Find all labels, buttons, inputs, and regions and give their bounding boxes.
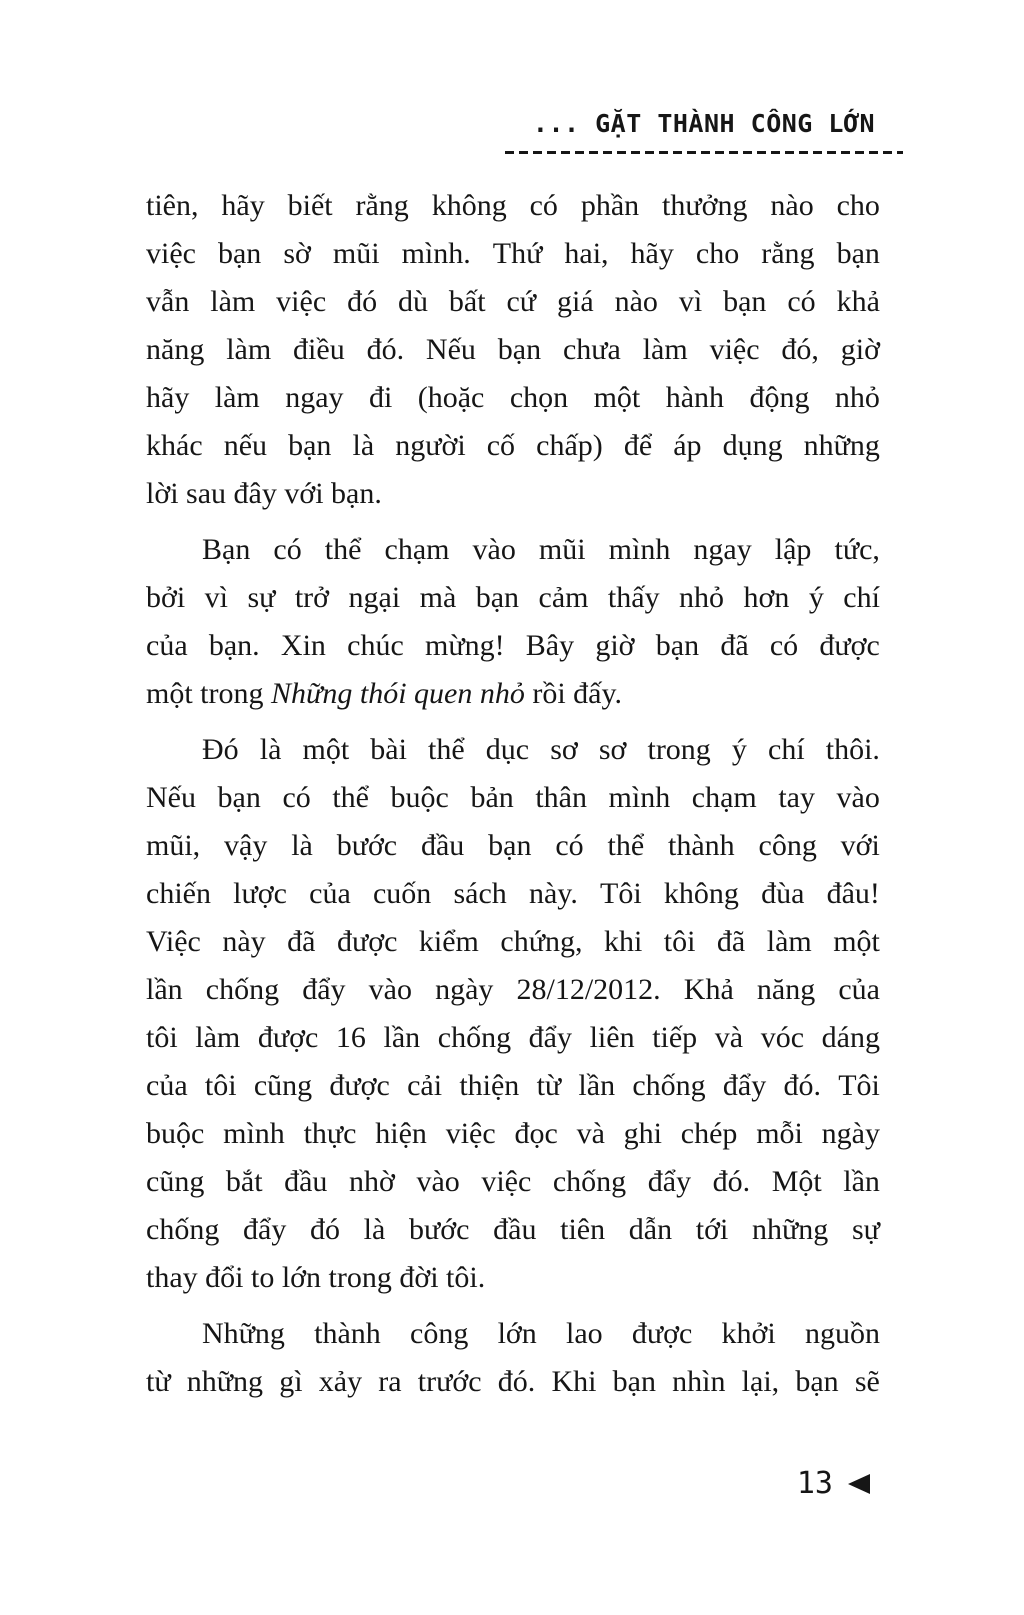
text-line: Việc này đã được kiểm chứng, khi tôi đã làm một <box>146 925 880 958</box>
text-line: lời sau đây với bạn. <box>146 477 382 510</box>
paragraph <box>146 182 880 518</box>
left-triangle-icon <box>848 1474 870 1494</box>
text-line: một trong Những thói quen nhỏ rồi đấy. <box>146 677 623 710</box>
page-number: 13 <box>796 1466 833 1501</box>
text-line: mũi, vậy là bước đầu bạn có thể thành công với <box>146 829 880 862</box>
text-line: từ những gì xảy ra trước đó. Khi bạn nhìn lại, bạn sẽ <box>146 1365 880 1398</box>
page-footer <box>797 1466 870 1502</box>
text-line: khác nếu bạn là người cố chấp) để áp dụng những <box>146 429 880 462</box>
running-header: ... GẶT THÀNH CÔNG LỚN <box>532 109 876 138</box>
text-line: Bạn có thể chạm vào mũi mình ngay lập tức, <box>202 533 880 566</box>
text-line: năng làm điều đó. Nếu bạn chưa làm việc đó, giờ <box>146 333 880 366</box>
text-line: Đó là một bài thể dục sơ sơ trong ý chí thôi. <box>202 733 880 766</box>
text-line: chiến lược của cuốn sách này. Tôi không đùa đâu! <box>146 877 880 910</box>
text-line: của tôi cũng được cải thiện từ lần chống đẩy đó. Tôi <box>146 1069 880 1102</box>
text-line: buộc mình thực hiện việc đọc và ghi chép mỗi ngày <box>146 1117 880 1150</box>
text-line: Nếu bạn có thể buộc bản thân mình chạm tay vào <box>146 781 880 814</box>
text-line: của bạn. Xin chúc mừng! Bây giờ bạn đã có được <box>146 629 880 662</box>
text-line: cũng bắt đầu nhờ vào việc chống đẩy đó. Một lần <box>146 1165 880 1198</box>
text-line: tôi làm được 16 lần chống đẩy liên tiếp và vóc dáng <box>146 1021 880 1054</box>
text-line: lần chống đẩy vào ngày 28/12/2012. Khả năng của <box>146 973 880 1006</box>
text-line: tiên, hãy biết rằng không có phần thưởng nào cho <box>146 189 880 222</box>
text-line: hãy làm ngay đi (hoặc chọn một hành động nhỏ <box>146 381 880 414</box>
text-line: việc bạn sờ mũi mình. Thứ hai, hãy cho rằng bạn <box>146 237 880 270</box>
paragraph <box>146 526 880 718</box>
paragraph <box>146 726 880 1302</box>
text-line: Những thành công lớn lao được khởi nguồn <box>202 1317 880 1350</box>
body-text <box>146 182 880 1406</box>
text-line: chống đẩy đó là bước đầu tiên dẫn tới những sự <box>146 1213 880 1246</box>
text-line: vẫn làm việc đó dù bất cứ giá nào vì bạn có khả <box>146 285 880 318</box>
text-line: bởi vì sự trở ngại mà bạn cảm thấy nhỏ hơn ý chí <box>146 581 880 614</box>
header-dashed-rule <box>505 151 903 154</box>
text-line: thay đổi to lớn trong đời tôi. <box>146 1261 486 1294</box>
paragraph <box>146 1310 880 1406</box>
